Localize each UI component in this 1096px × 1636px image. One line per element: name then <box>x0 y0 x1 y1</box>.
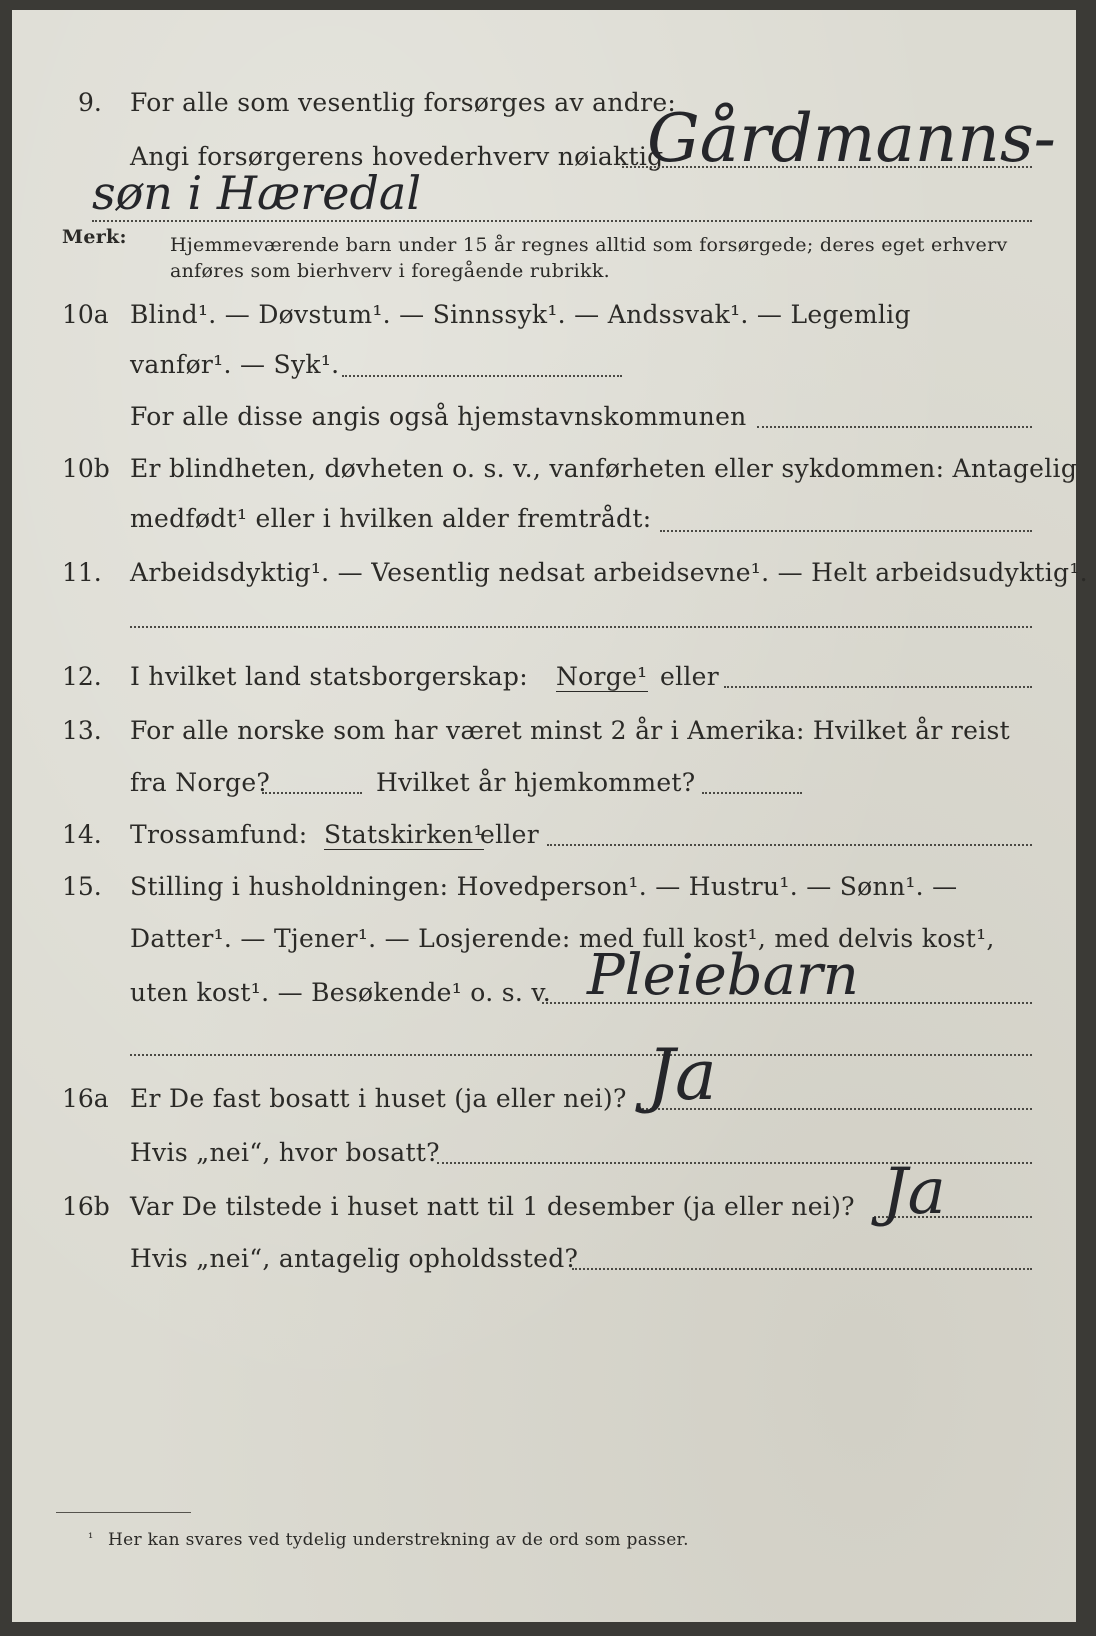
q10b-line2: medfødt¹ eller i hvilken alder fremtrådt: <box>130 504 652 533</box>
q14-number: 14. <box>62 820 102 849</box>
q15-line1: Stilling i husholdningen: Hovedperson¹. — Hustru¹. — Sønn¹. — <box>130 872 958 901</box>
q14-statskirken-underlined: Statskirken¹ <box>324 820 484 849</box>
census-form-page <box>12 10 1088 1622</box>
merk-label: Merk: <box>62 226 127 248</box>
q11-line1: Arbeidsdyktig¹. — Vesentlig nedsat arbeidsevne¹. — Helt arbeidsudyktig¹. <box>130 558 1088 587</box>
merk-line2: anføres som bierhverv i foregående rubrikk. <box>170 260 610 282</box>
q13-reist-line <box>262 792 362 794</box>
q11-answer-line <box>130 626 1032 628</box>
q16a-number: 16a <box>62 1084 109 1113</box>
q16b-number: 16b <box>62 1192 110 1221</box>
q15-line2: Datter¹. — Tjener¹. — Losjerende: med full kost¹, med delvis kost¹, <box>130 924 995 953</box>
q12-answer-line <box>724 686 1032 688</box>
q16a-line2: Hvis „nei“, hvor bosatt? <box>130 1138 440 1167</box>
q10b-number: 10b <box>62 454 110 483</box>
q10a-line1: Blind¹. — Døvstum¹. — Sinnssyk¹. — Andssvak¹. — Legemlig <box>130 300 911 329</box>
q16b-line2: Hvis „nei“, antagelig opholdssted? <box>130 1244 579 1273</box>
q14-answer-line <box>547 844 1032 846</box>
q10a-line3: For alle disse angis også hjemstavnskommunen <box>130 402 747 431</box>
q10a-number: 10a <box>62 300 109 329</box>
footnote-mark: ¹ <box>88 1531 94 1546</box>
q15-line3: uten kost¹. — Besøkende¹ o. s. v. <box>130 978 552 1007</box>
q16b-opholdssted-line <box>572 1268 1032 1270</box>
q11-number: 11. <box>62 558 102 587</box>
q13-hjemkommet-line <box>702 792 802 794</box>
footnote-rule <box>56 1512 191 1513</box>
q13-line1: For alle norske som har været minst 2 år i Amerika: Hvilket år reist <box>130 716 1011 745</box>
q9-line2: Angi forsørgerens hovederhverv nøiaktig <box>130 142 664 171</box>
q10a-hjemstavn-line <box>757 426 1032 428</box>
footnote-text: Her kan svares ved tydelig understrekning av de ord som passer. <box>108 1530 689 1550</box>
q10b-line1: Er blindheten, døvheten o. s. v., vanførheten eller sykdommen: Antagelig <box>130 454 1078 483</box>
q12-eller: eller <box>660 662 720 691</box>
q13-line2b: Hvilket år hjemkommet? <box>376 768 696 797</box>
q15-handwritten-position: Pleiebarn <box>587 943 859 1008</box>
q16a-line1: Er De fast bosatt i huset (ja eller nei)? <box>130 1084 627 1113</box>
q10b-answer-line <box>660 530 1032 532</box>
q9-handwritten-place: søn i Hæredal <box>92 166 422 220</box>
merk-line1: Hjemmeværende barn under 15 år regnes alltid som forsørgede; deres eget erhverv <box>170 234 1008 256</box>
q14-line1: Trossamfund: <box>130 820 308 849</box>
q14-eller: eller <box>480 820 540 849</box>
q15-number: 15. <box>62 872 102 901</box>
q16b-line1: Var De tilstede i huset natt til 1 desember (ja eller nei)? <box>130 1192 855 1221</box>
q16a-handwritten-answer: Ja <box>647 1034 717 1116</box>
q12-number: 12. <box>62 662 102 691</box>
q12-norge-underlined: Norge¹ <box>556 662 648 691</box>
q10a-line2: vanfør¹. — Syk¹. <box>130 350 340 379</box>
q13-line2a: fra Norge? <box>130 768 271 797</box>
q13-number: 13. <box>62 716 102 745</box>
q10a-answer-line <box>342 375 622 377</box>
q9-number: 9. <box>78 88 102 117</box>
q16b-handwritten-answer: Ja <box>882 1155 946 1229</box>
q15-answer-line2 <box>130 1054 1032 1056</box>
q9-answer-line2 <box>92 220 1032 222</box>
q9-line1: For alle som vesentlig forsørges av andre: <box>130 88 677 117</box>
q12-line1: I hvilket land statsborgerskap: <box>130 662 528 691</box>
q9-handwritten-occupation: Gårdmanns- <box>647 100 1056 177</box>
